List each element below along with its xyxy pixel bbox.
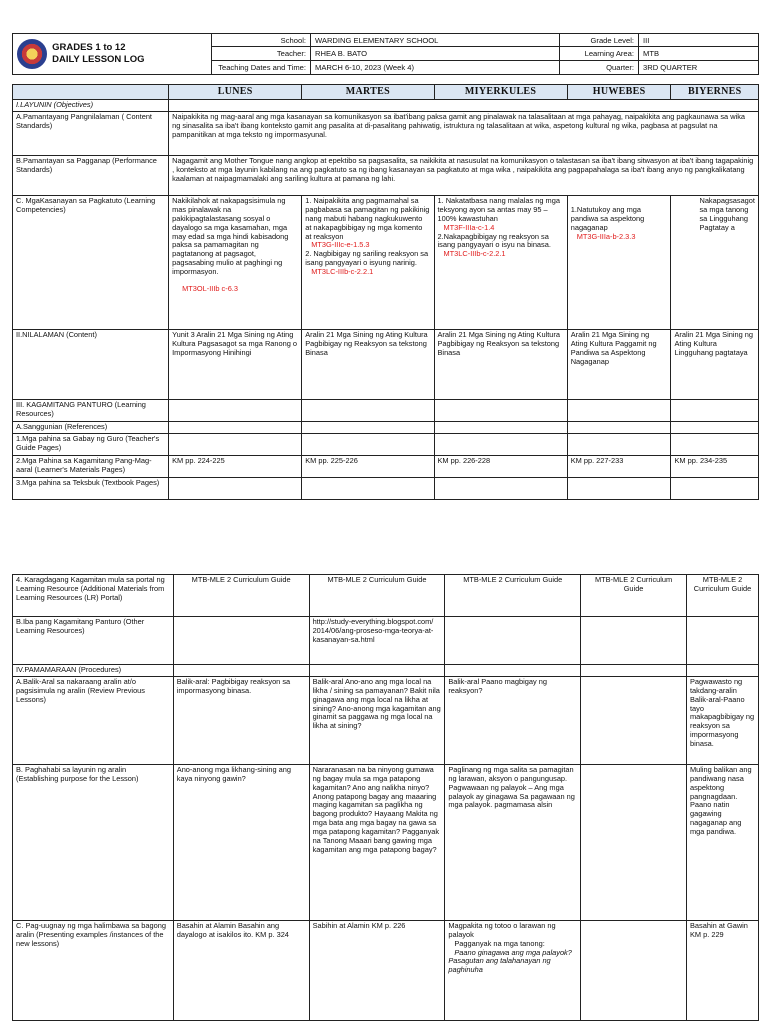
teachers-guide-label: 1.Mga pahina sa Gabay ng Guro (Teacher's Guide Pages): [13, 433, 169, 455]
competency-wednesday: [434, 196, 567, 330]
resources-label: III. KAGAMITANG PANTURO (Learning Resources): [13, 400, 169, 422]
additional-materials-label: 4. Karagdagang Kagamitan mula sa portal ng Learning Resource (Additional Materials from Learning Resources (LR) Portal): [13, 575, 174, 617]
competency-monday: [169, 196, 302, 330]
day-header-tuesday: MARTES: [302, 85, 434, 100]
content-thursday: Aralin 21 Mga Sining ng Ating Kultura Paggamit ng Pandiwa sa Aspektong Nagaganap: [567, 330, 671, 400]
references-label: A.Sanggunian (References): [13, 422, 169, 434]
lesson-table-1: [12, 84, 759, 500]
competency-thursday-code: MT3G-IIIa-b-2.3.3: [576, 231, 636, 241]
lm-thursday: KM pp. 227-233: [567, 455, 671, 477]
procedures-heading: IV.PAMAMARAAN (Procedures): [13, 665, 174, 677]
competency-tuesday-code: MT3G-IIIc-e-1.5.3: [311, 240, 370, 250]
lm-wednesday: KM pp. 226-228: [434, 455, 567, 477]
purpose-friday: Muling balikan ang pandiwang nasa aspektong pangnagdaan. Paano natin gagawing nagaganap ang mga pandiwa.: [686, 764, 758, 920]
examples-tuesday: Sabihin at Alamin KM p. 226: [309, 920, 445, 1020]
day-header-monday: LUNES: [169, 85, 302, 100]
other-resources-label: B.Iba pang Kagamitang Panturo (Other Learning Resources): [13, 617, 174, 665]
competency-wednesday-code2: MT3LC-IIIb-c-2.2.1: [443, 249, 506, 259]
lm-tuesday: KM pp. 225-226: [302, 455, 434, 477]
review-thursday: [581, 676, 687, 764]
purpose-thursday: [581, 764, 687, 920]
day-header-friday: BIYERNES: [671, 85, 759, 100]
content-tuesday: Aralin 21 Mga Sining ng Ating Kultura Pagbibigay ng Reaksyon sa tekstong Binasa: [302, 330, 434, 400]
examples-friday: Basahin at Gawin KM p. 229: [686, 920, 758, 1020]
content-standards-label: A.Pamantayang Pangnilalaman ( Content Standards): [13, 112, 169, 156]
lesson-table-2: [12, 574, 759, 1021]
examples-label: C. Pag-uugnay ng mga halimbawa sa bagong aralin (Presenting examples /instances of the new lessons): [13, 920, 174, 1020]
grade-value: III: [639, 34, 759, 47]
quarter-label: Quarter:: [560, 60, 639, 74]
school-label: School:: [212, 34, 311, 47]
header-title-1: GRADES 1 to 12: [52, 41, 126, 53]
competency-monday-text: Nakikilahok at nakapagsisimula ng mas pinalawak na pakikipagtalastasang sosyal o dayalogo sa mga kasamahan, mga may edad sa mga hindi kabisadong paksa sa pamamagitan ng pagtatanong at pagsagot, pagsasabing mulio at paghingi ng impormasyon.: [172, 196, 289, 276]
purpose-monday: Ano-anong mga likhang-sining ang kaya ninyong gawin?: [173, 764, 309, 920]
add-friday: MTB-MLE 2 Curriculum Guide: [686, 575, 758, 617]
competency-monday-code: MT3OL-IIIb c-6.3: [182, 283, 238, 293]
examples-wednesday-text: Magpakita ng totoo o larawan ng palayok: [448, 920, 556, 939]
examples-wednesday-q2: Pasagutan ang talahanayan ng paghinuha: [448, 956, 551, 975]
school-value: WARDING ELEMENTARY SCHOOL: [311, 34, 560, 47]
header-table: [12, 33, 759, 75]
purpose-tuesday: Nararanasan na ba ninyong gumawa ng bagay mula sa mga patapong kagamitan? Ano ang nalikha ninyo? Anong patapong bagay ang maaaring maging kagamitan sa paglikha ng bagong produkto? Hayaang Makita ng mga bata ang mga bagay na gawa sa mga patapong kagamitan? Pagganyak na Tanong Maaari bang gawing mga kagamitan ang mga patapong bagay?: [309, 764, 445, 920]
header-title-2: DAILY LESSON LOG: [52, 54, 145, 65]
competency-wednesday-text2: 2.Nakapagbibigay ng reaksyon sa isang pangyayari o isyu na binasa.: [437, 231, 551, 250]
add-thursday: MTB-MLE 2 Curriculum Guide: [581, 575, 687, 617]
competency-friday-text: Nakapagsasagot sa mga tanong sa Lingguhang Pagtatay a: [699, 196, 755, 232]
add-wednesday: MTB-MLE 2 Curriculum Guide: [445, 575, 581, 617]
day-header-wednesday: MIYERKULES: [434, 85, 567, 100]
grade-label: Grade Level:: [560, 34, 639, 47]
dates-value: MARCH 6-10, 2023 (Week 4): [311, 60, 560, 74]
teacher-label: Teacher:: [212, 47, 311, 60]
lm-monday: KM pp. 224-225: [169, 455, 302, 477]
area-label: Learning Area:: [560, 47, 639, 60]
competency-friday: [671, 196, 759, 330]
competency-wednesday-code: MT3F-IIIa-c-1.4: [443, 222, 495, 232]
review-wednesday: Balik-aral Paano magbigay ng reaksyon?: [445, 676, 581, 764]
content-friday: Aralin 21 Mga Sining ng Ating Kultura Lingguhang pagtataya: [671, 330, 759, 400]
content-wednesday: Aralin 21 Mga Sining ng Ating Kultura Pagbibigay ng Reaksyon sa tekstong Binasa: [434, 330, 567, 400]
competencies-label: C. MgaKasanayan sa Pagkatuto (Learning Competencies): [13, 196, 169, 330]
examples-wednesday-q1: Paano ginagawa ang mga palayok?: [454, 947, 572, 957]
competency-tuesday: [302, 196, 434, 330]
review-tuesday: Balik-aral Ano-ano ang mga local na likha / sining sa pamayanan? Bakit nila ginagawa ang mga local na likha at sining? Ano-anong mga kagamitan ang ginamit sa paggawa ng mga local na likha at sining?: [309, 676, 445, 764]
competency-thursday-text: 1.Natutukoy ang mga pandiwa sa aspektong nagaganap: [570, 205, 645, 232]
competency-tuesday-text: 1. Naipakikita ang pagmamahal sa pagbabasa sa pamagitan ng pakikinig nang mabuti habang nagkukuwento at nakapagbibigay ng mga komento at reaksyon: [305, 196, 430, 241]
other-resources-link[interactable]: http://study-everything.blogspot.com/ 2014/06/ang-proseso-mga-teorya-at-kasanayan-sa.html: [309, 617, 445, 665]
add-tuesday: MTB-MLE 2 Curriculum Guide: [309, 575, 445, 617]
header-title-cell: [13, 34, 212, 75]
purpose-label: B. Paghahabi sa layunin ng aralin (Establishing purpose for the Lesson): [13, 764, 174, 920]
textbook-label: 3.Mga pahina sa Teksbuk (Textbook Pages): [13, 477, 169, 499]
dates-label: Teaching Dates and Time:: [212, 60, 311, 74]
examples-wednesday-sub: Pagganyak na mga tanong:: [454, 938, 545, 948]
objectives-empty: [169, 100, 759, 112]
performance-standards-label: B.Pamantayan sa Pagganap (Performance Standards): [13, 156, 169, 196]
performance-standards-text: Nagagamit ang Mother Tongue nang angkop at epektibo sa pagsasalita, sa naikikita at nasusulat na komunikasyon o talastasan sa iba't ibang sitwasyon at iba't ibang tagapakinig , konteksto at mga layunin kabilang na ang pagkatuto sa ng ibang kasanayan sa pagkatuto at mga wika , naipakikita ang pagpapahalaga sa iba't ibang anyo ng pangkalikatang kaalaman at naipagmamalaki ang sariling kultura at pamana ng lahi.: [169, 156, 759, 196]
objectives-heading: I.LAYUNIN (Objectives): [13, 100, 169, 112]
content-standards-text: Naipakikita ng mag-aaral ang mga kasanayan sa komunikasyon sa ibat'ibang paksa gamit ang pinalawak na talasalitaan at mga pahayag, naipakikita ang pagkaunawa sa wika ng sinasalita sa iba't ibang konteksto gamit ang pasalita at di-pasalitang pahiwatig, istruktura ng talasalitaan at wika, aspetong kultural ng wika, pagbasa at pagsulat na pampanitikan at mga teksto ng impormasyunal.: [169, 112, 759, 156]
purpose-wednesday: Paglinang ng mga salita sa pamagitan ng larawan, aksyon o pangungusap. Pagwawaan ng palayok – Ang mga palayok ay ginagawa Sa pagawaan ng mga palayok. pagmamasa alsin: [445, 764, 581, 920]
competency-thursday: [567, 196, 671, 330]
content-label: II.NILALAMAN (Content): [13, 330, 169, 400]
examples-thursday: [581, 920, 687, 1020]
teacher-value: RHEA B. BATO: [311, 47, 560, 60]
examples-monday: Basahin at Alamin Basahin ang dayalogo at isakilos ito. KM p. 324: [173, 920, 309, 1020]
examples-wednesday: [445, 920, 581, 1020]
corner-cell: [13, 85, 169, 100]
day-header-thursday: HUWEBES: [567, 85, 671, 100]
add-monday: MTB-MLE 2 Curriculum Guide: [173, 575, 309, 617]
lm-friday: KM pp. 234-235: [671, 455, 759, 477]
review-monday: Balik-aral: Pagbibigay reaksyon sa impormasyong binasa.: [173, 676, 309, 764]
review-label: A.Balik-Aral sa nakaraang aralin at/o pagsisimula ng aralin (Review Previous Lessons): [13, 676, 174, 764]
quarter-value: 3RD QUARTER: [639, 60, 759, 74]
area-value: MTB: [639, 47, 759, 60]
competency-tuesday-text2: 2. Nagbibigay ng sariling reaksyon sa isang pangyayari o isyung narinig.: [305, 249, 429, 268]
learners-materials-label: 2.Mga Pahina sa Kagamitang Pang-Mag-aaral (Learner's Materials Pages): [13, 455, 169, 477]
deped-seal-icon: [17, 39, 47, 69]
content-monday: Yunit 3 Aralin 21 Mga Sining ng Ating Kultura Pagsasagot sa mga Ranong o Impormasyong Hinihingi: [169, 330, 302, 400]
review-friday: Pagwawasto ng takdang-aralin Balik-aral-Paano tayo makapagbibigay ng reaksyon sa impormasyong binasa.: [686, 676, 758, 764]
competency-tuesday-code2: MT3LC-IIIb-c-2.2.1: [311, 267, 374, 276]
competency-wednesday-text: 1. Nakatatbasa nang malalas ng mga teksyong ayon sa antas may 95 – 100% kawastuhan: [437, 196, 560, 223]
